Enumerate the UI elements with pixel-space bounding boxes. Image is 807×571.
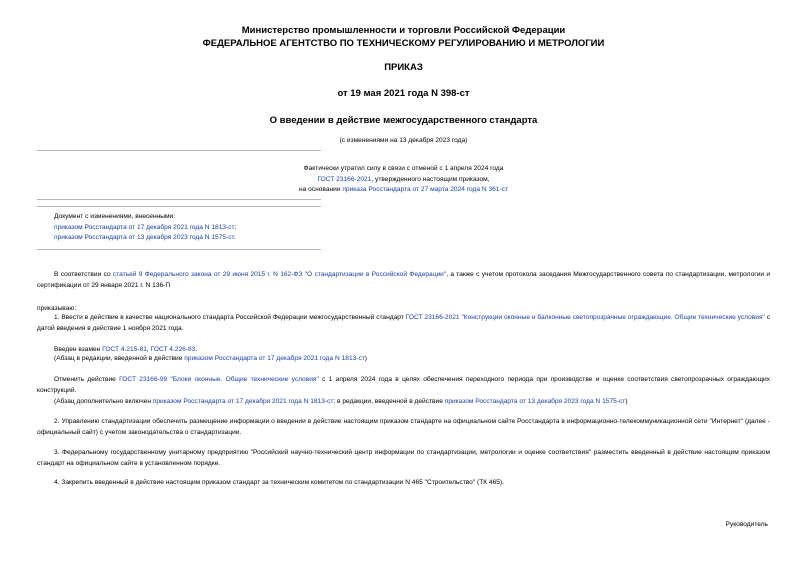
paragraph-text: ; в редакции, введенной в действие bbox=[333, 398, 445, 405]
status-notice-text: , утвержденного настоящим приказом, bbox=[371, 176, 490, 183]
ministry-heading: Министерство промышленности и торговли Российской Федерации bbox=[241, 25, 566, 36]
punctuation: , bbox=[146, 346, 151, 353]
paragraph-text: (Абзац в редакции, введенной в действие bbox=[54, 355, 185, 362]
paragraph-text: 1. Ввести в действие в качестве национального стандарта Российской Федерации межгосударственный стандарт bbox=[54, 314, 406, 321]
federal-law-162-link[interactable]: статьей 9 Федерального закона от 29 июня 2015 г. N 162-ФЗ "О стандартизации в Российской Федерации" bbox=[112, 271, 447, 278]
status-notice-line3 bbox=[0, 185, 807, 194]
gost-23166-2021-link[interactable]: ГОСТ 23166-2021 bbox=[317, 176, 372, 183]
order-1813-link[interactable]: приказом Росстандарта от 17 декабря 2021 года N 1813-ст bbox=[184, 355, 365, 362]
gost-4-215-81-link[interactable]: ГОСТ 4.215-81 bbox=[102, 346, 147, 353]
order-1575-link[interactable]: приказом Росстандарта от 13 декабря 2023 года N 1575-ст bbox=[444, 398, 626, 405]
punctuation: ) bbox=[625, 398, 628, 405]
order-word: приказываю: bbox=[37, 305, 77, 312]
changes-item-2 bbox=[54, 233, 236, 242]
gost-23166-2021-full-link[interactable]: ГОСТ 23166-2021 "Конструкции оконные и балконные светопрозрачные ограждающие. Общие технические условия" bbox=[405, 314, 765, 321]
changes-item-1 bbox=[54, 223, 236, 232]
punctuation: . bbox=[195, 346, 198, 353]
order-1813-link[interactable]: приказом Росстандарта от 17 декабря 2021 года N 1813-ст bbox=[54, 224, 235, 231]
item-2-paragraph: 2. Управлению стандартизации обеспечить размещение информации о введении в действие настоящим приказом стандарте на официальном сайте Росстандарта в информационно-телекоммуникационной сети "Интернет" (далее - официальный сайт) с учетом законодательства о стандартизации. bbox=[37, 418, 770, 436]
item-1-paragraph bbox=[37, 313, 770, 334]
order-1813-link[interactable]: приказом Росстандарта от 17 декабря 2021 года N 1813-ст bbox=[152, 398, 334, 405]
divider bbox=[37, 206, 321, 207]
paragraph-text: Введен взамен bbox=[54, 346, 103, 353]
document-title: О введении в действие межгосударственного стандарта bbox=[269, 115, 538, 126]
paragraph-text: , а также с учетом протокола заседания Межгосударственного совета по стандартизации, метрологии и сертификации от 29 января 2021 г. N 136-П bbox=[37, 271, 770, 289]
order-1575-link[interactable]: приказом Росстандарта от 13 декабря 2023 года N 1575-ст bbox=[54, 234, 234, 241]
signature-title: Руководитель bbox=[725, 521, 768, 528]
order-361-link[interactable]: приказа Росстандарта от 27 марта 2024 года N 361-ст bbox=[342, 186, 508, 193]
document-type: ПРИКАЗ bbox=[384, 62, 423, 73]
item-3-paragraph: 3. Федеральному государственному унитарному предприятию "Российский научно-технический центр информации по стандартизации, метрологии и оценке соответствия" разместить введенный в действие настоящим приказом стандарт на официальном сайте в установленном порядке. bbox=[37, 449, 770, 467]
document-date: от 19 мая 2021 года N 398-ст bbox=[337, 88, 470, 99]
divider bbox=[37, 199, 321, 200]
amendment-note: (с изменениями на 13 декабря 2023 года) bbox=[339, 137, 468, 144]
paragraph-text: В соответствии со bbox=[54, 271, 113, 278]
agency-heading: ФЕДЕРАЛЬНОЕ АГЕНТСТВО ПО ТЕХНИЧЕСКОМУ РЕГУЛИРОВАНИЮ И МЕТРОЛОГИИ bbox=[202, 38, 605, 49]
status-notice-line1: Фактически утратил силу в связи с отменой с 1 апреля 2024 года bbox=[303, 165, 504, 172]
punctuation: ; bbox=[234, 224, 237, 231]
gost-23166-99-link[interactable]: ГОСТ 23166-99 "Блоки оконные. Общие технические условия" bbox=[119, 376, 319, 383]
punctuation: . bbox=[233, 234, 236, 241]
cancel-note bbox=[54, 397, 628, 406]
gost-4-226-83-link[interactable]: ГОСТ 4.226-83 bbox=[150, 346, 196, 353]
cancel-paragraph bbox=[37, 375, 770, 396]
replacement-note bbox=[54, 354, 367, 363]
paragraph-text: с 1 апреля 2024 года в целях обеспечения переходного периода при производстве и оценке соответствия светопрозрачных ограждающих конструкций. bbox=[37, 376, 770, 394]
item-4-paragraph: 4. Закрепить введенный в действие настоящим приказом стандарт за техническим комитетом по стандартизации N 465 "Строительство" (ТК 465). bbox=[54, 479, 504, 486]
paragraph-text: с датой введения в действие 1 ноября 2021 года. bbox=[37, 314, 771, 332]
replacement-line bbox=[54, 345, 197, 354]
divider bbox=[37, 249, 321, 250]
paragraph-text: (Абзац дополнительно включен bbox=[54, 398, 153, 405]
status-notice-line2 bbox=[0, 175, 807, 184]
punctuation: ) bbox=[364, 355, 367, 362]
divider bbox=[37, 150, 321, 151]
intro-paragraph bbox=[37, 270, 770, 291]
status-notice-text: на основании bbox=[299, 186, 343, 193]
changes-title: Документ с изменениями, внесенными: bbox=[54, 213, 176, 220]
paragraph-text: Отменить действие bbox=[54, 376, 120, 383]
